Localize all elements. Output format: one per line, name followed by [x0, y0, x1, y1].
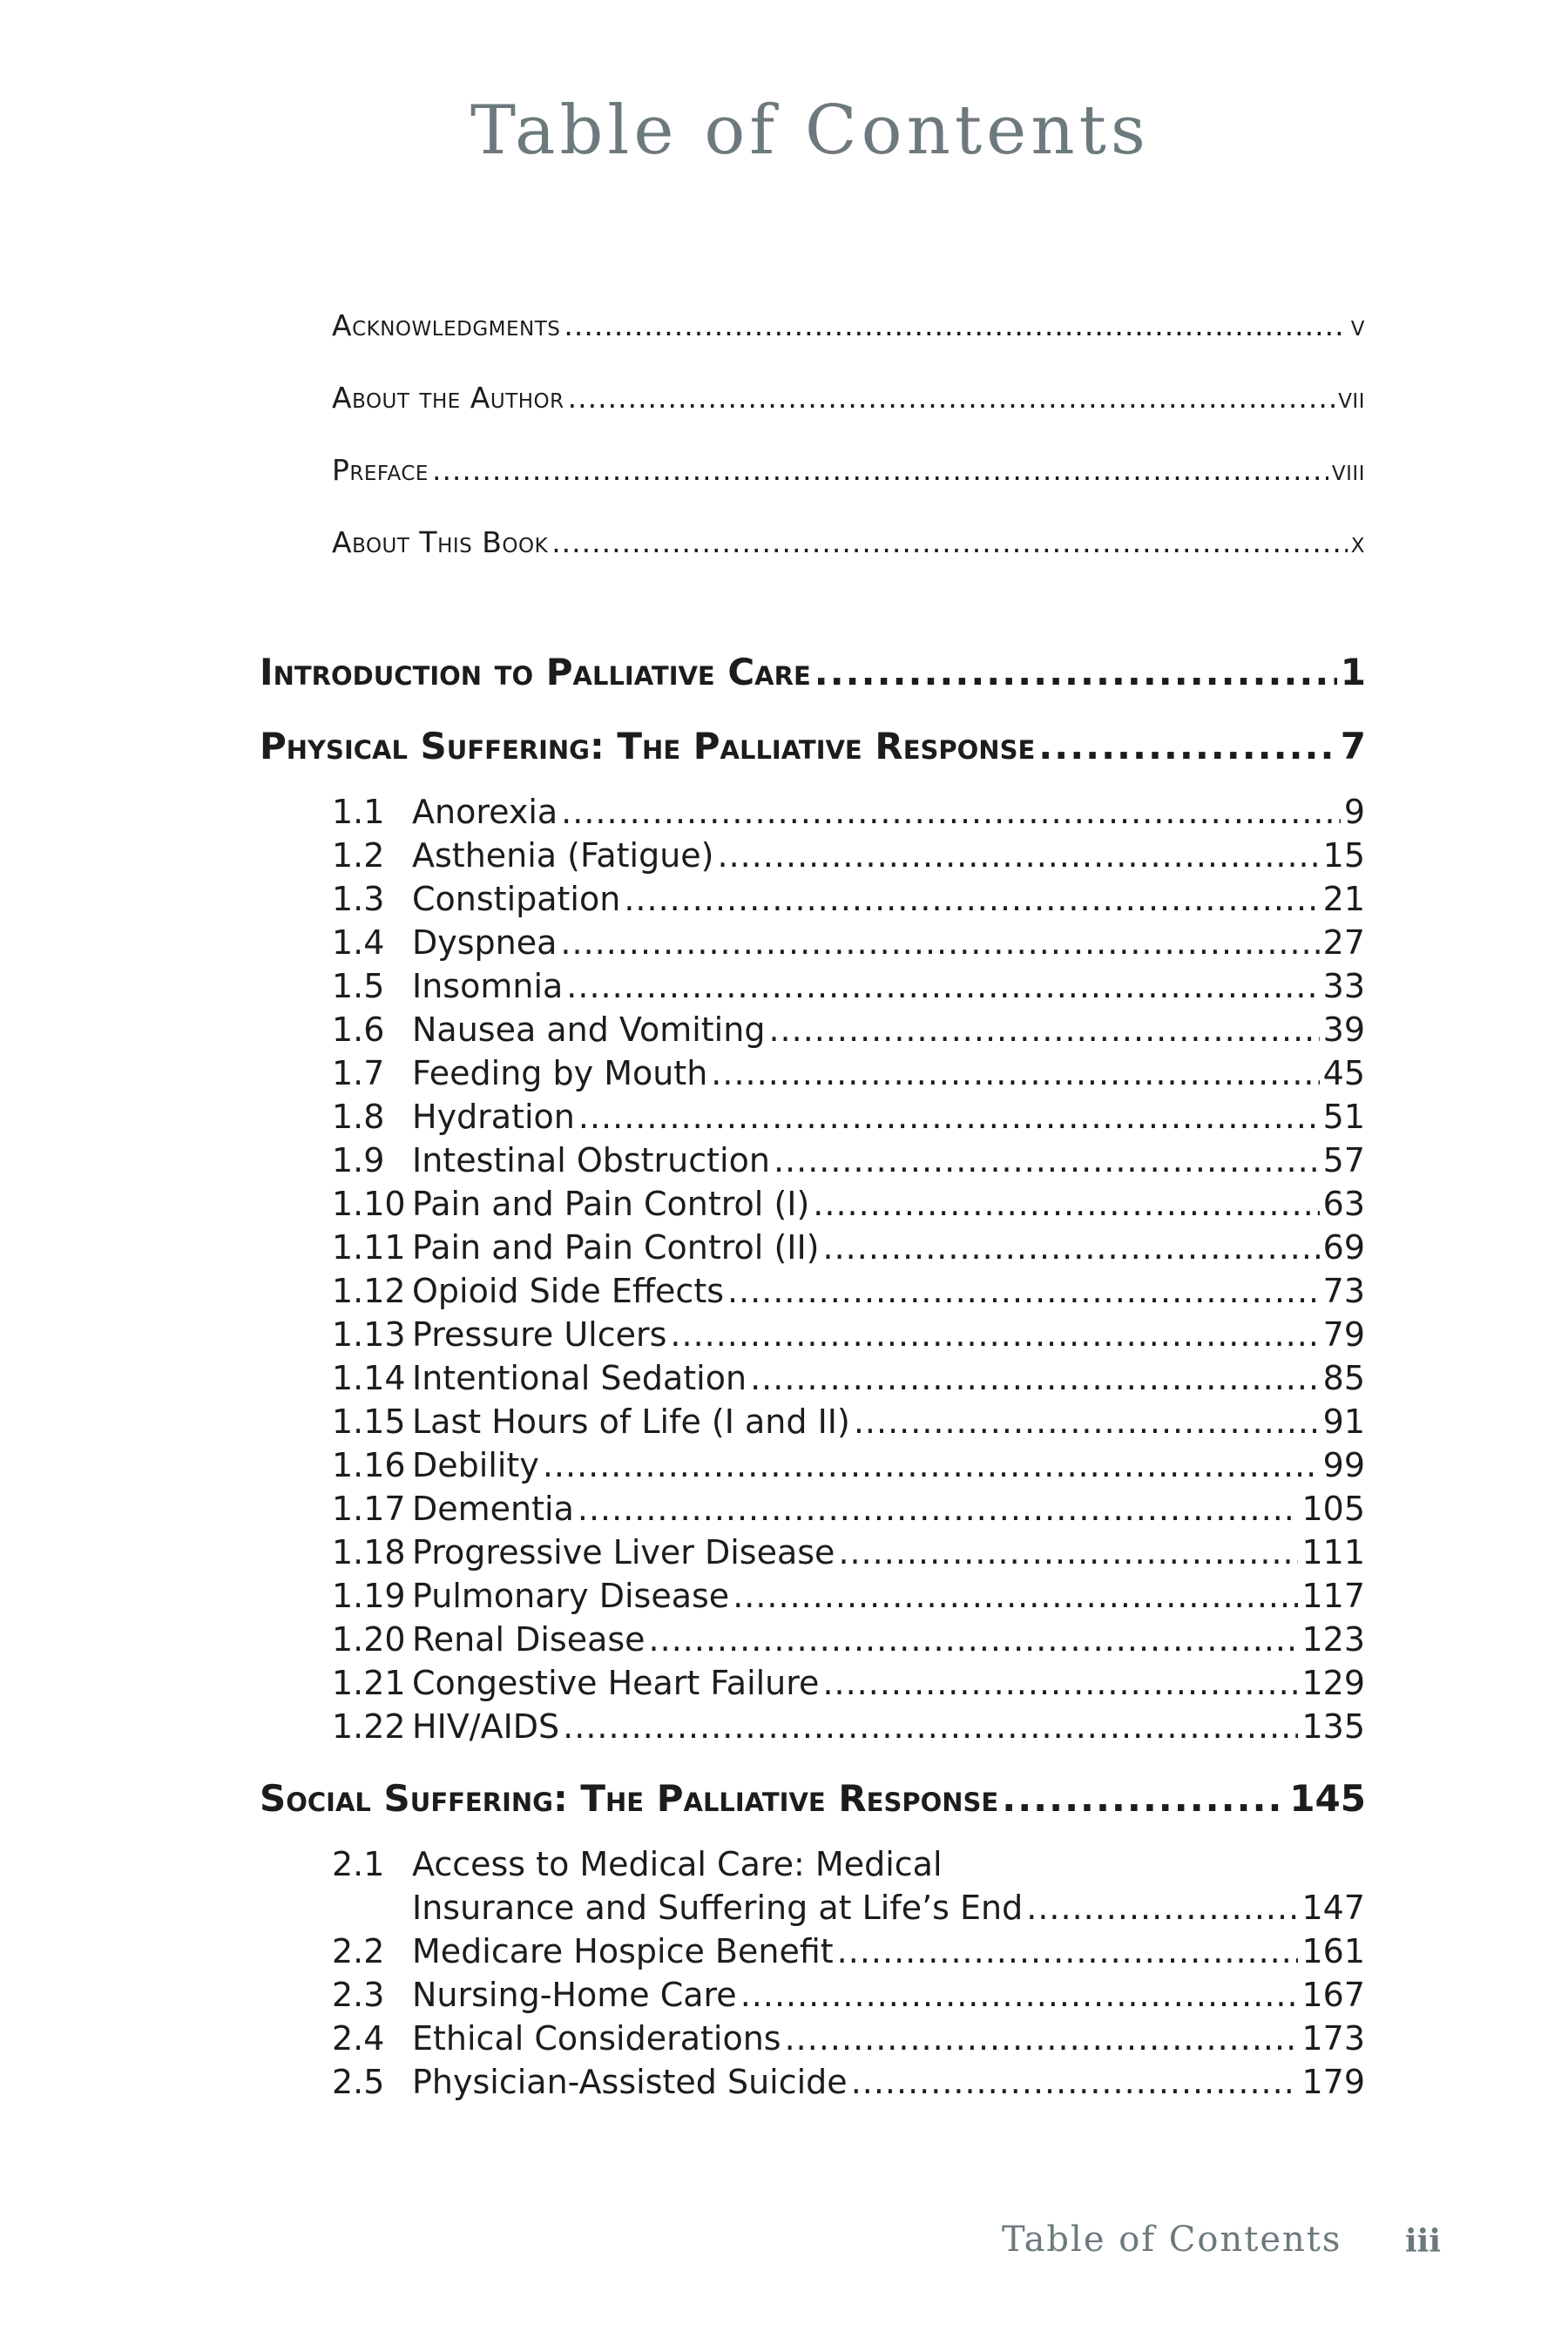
dot-leader — [768, 1010, 1319, 1049]
entry-number: 2.5 — [332, 2063, 385, 2101]
entry-number: 1.14 — [332, 1359, 406, 1397]
dot-leader — [854, 1402, 1320, 1441]
dot-leader — [1026, 1889, 1298, 1927]
entry-label: Access to Medical Care: Medical — [412, 1845, 943, 1883]
toc-entry[interactable] — [332, 1577, 1365, 1615]
entry-label: Ethical Considerations — [412, 2019, 781, 2058]
dot-leader — [823, 1228, 1320, 1267]
entry-label: Anorexia — [412, 793, 558, 831]
entry-label: Renal Disease — [412, 1620, 645, 1659]
entry-label: Preface — [332, 453, 429, 487]
entry-label: Debility — [412, 1446, 539, 1484]
entry-page: 111 — [1301, 1533, 1365, 1571]
entry-label: Acknowledgments — [332, 308, 561, 342]
dot-leader — [740, 1976, 1299, 2014]
entry-number: 1.13 — [332, 1315, 406, 1354]
dot-leader — [838, 1533, 1298, 1571]
entry-page: 123 — [1301, 1620, 1365, 1659]
dot-leader — [432, 453, 1328, 487]
entry-label: Medicare Hospice Benefit — [412, 1932, 834, 1970]
entry-number: 1.21 — [332, 1664, 406, 1702]
toc-entry[interactable] — [332, 1054, 1365, 1092]
part-page: 145 — [1289, 1777, 1366, 1820]
entry-page: 105 — [1301, 1490, 1365, 1528]
toc-entry-acknowledgments[interactable] — [332, 308, 1365, 342]
toc-entry[interactable] — [332, 967, 1365, 1005]
entry-label: Nursing-Home Care — [412, 1976, 737, 2014]
dot-leader — [578, 1098, 1320, 1136]
toc-entry-preface[interactable] — [332, 453, 1365, 487]
entry-page: x — [1350, 525, 1365, 559]
entry-page: 69 — [1322, 1228, 1365, 1267]
toc-entry[interactable] — [332, 1533, 1365, 1571]
entry-label: Asthenia (Fatigue) — [412, 836, 714, 875]
dot-leader — [851, 2063, 1299, 2101]
entry-label: Constipation — [412, 880, 621, 918]
entry-number: 1.7 — [332, 1054, 385, 1092]
entry-page: 21 — [1322, 880, 1365, 918]
entry-page: 147 — [1301, 1889, 1365, 1927]
entry-label: Pain and Pain Control (II) — [412, 1228, 820, 1267]
toc-entry[interactable] — [332, 1185, 1365, 1223]
toc-entry-about-the-author[interactable] — [332, 381, 1365, 415]
entry-page: 91 — [1322, 1402, 1365, 1441]
running-footer-title: Table of Contents — [1002, 2220, 1342, 2260]
entry-page: 73 — [1322, 1272, 1365, 1310]
page-number: iii — [1405, 2223, 1442, 2260]
part-page: 1 — [1340, 651, 1366, 693]
entry-number: 1.16 — [332, 1446, 406, 1484]
entry-page: 27 — [1322, 923, 1365, 962]
dot-leader — [727, 1272, 1320, 1310]
toc-entry[interactable] — [332, 1845, 1365, 1883]
dot-leader — [785, 2019, 1299, 2058]
toc-entry[interactable] — [332, 1446, 1365, 1484]
entry-page: 79 — [1322, 1315, 1365, 1354]
entry-label: About the Author — [332, 381, 564, 415]
dot-leader — [561, 793, 1341, 831]
entry-label: Feeding by Mouth — [412, 1054, 708, 1092]
entry-page: 9 — [1343, 793, 1365, 831]
entry-page: 135 — [1301, 1707, 1365, 1746]
entry-label: Nausea and Vomiting — [412, 1010, 766, 1049]
entry-page: 179 — [1301, 2063, 1365, 2101]
dot-leader — [711, 1054, 1319, 1092]
dot-leader — [814, 651, 1337, 693]
toc-entry[interactable] — [332, 880, 1365, 918]
entry-label: Dementia — [412, 1490, 574, 1528]
entry-number: 1.15 — [332, 1402, 406, 1441]
entry-page: 39 — [1322, 1010, 1365, 1049]
entry-label: Insomnia — [412, 967, 564, 1005]
entry-number: 1.1 — [332, 793, 385, 831]
entry-label: Last Hours of Life (I and II) — [412, 1402, 850, 1441]
dot-leader — [750, 1359, 1320, 1397]
toc-entry[interactable] — [332, 1098, 1365, 1136]
part-page: 7 — [1340, 725, 1366, 767]
entry-page: 167 — [1301, 1976, 1365, 2014]
toc-entry[interactable] — [332, 1707, 1365, 1746]
toc-part-social-suffering[interactable] — [260, 1777, 1366, 1820]
entry-label: Insurance and Suffering at Life’s End — [412, 1889, 1024, 1927]
dot-leader — [649, 1620, 1299, 1659]
entry-label: Pressure Ulcers — [412, 1315, 667, 1354]
entry-number: 1.5 — [332, 967, 385, 1005]
entry-page: 161 — [1301, 1932, 1365, 1970]
toc-entry[interactable] — [332, 1490, 1365, 1528]
entry-number: 1.18 — [332, 1533, 406, 1571]
entry-label: Intestinal Obstruction — [412, 1141, 770, 1179]
toc-entry[interactable] — [332, 836, 1365, 875]
dot-leader — [733, 1577, 1298, 1615]
entry-label: Congestive Heart Failure — [412, 1664, 820, 1702]
dot-leader — [1002, 1777, 1286, 1820]
dot-leader — [543, 1446, 1320, 1484]
toc-entry-continuation[interactable] — [412, 1889, 1365, 1927]
entry-number: 1.9 — [332, 1141, 385, 1179]
entry-number: 2.3 — [332, 1976, 385, 2014]
entry-number: 1.12 — [332, 1272, 406, 1310]
toc-entry-about-this-book[interactable] — [332, 525, 1365, 559]
entry-number: 1.6 — [332, 1010, 385, 1049]
entry-number: 1.4 — [332, 923, 385, 962]
entry-page: 85 — [1322, 1359, 1365, 1397]
toc-entry[interactable] — [332, 1315, 1365, 1354]
toc-entry[interactable] — [332, 1620, 1365, 1659]
part-label: Physical Suffering: The Palliative Response — [260, 725, 1036, 767]
entry-label: Pulmonary Disease — [412, 1577, 730, 1615]
dot-leader — [564, 308, 1347, 342]
toc-entry[interactable] — [332, 1932, 1365, 1970]
entry-number: 1.19 — [332, 1577, 406, 1615]
toc-part-physical-suffering[interactable] — [260, 725, 1366, 767]
entry-page: 99 — [1322, 1446, 1365, 1484]
entry-label: Progressive Liver Disease — [412, 1533, 835, 1571]
dot-leader — [822, 1664, 1298, 1702]
toc-entry[interactable] — [332, 1402, 1365, 1441]
entry-page: vii — [1338, 381, 1365, 415]
toc-entry[interactable] — [332, 1664, 1365, 1702]
entry-label: HIV/AIDS — [412, 1707, 560, 1746]
entry-label: Hydration — [412, 1098, 575, 1136]
entry-label: Opioid Side Effects — [412, 1272, 725, 1310]
entry-label: Dyspnea — [412, 923, 558, 962]
toc-entry[interactable] — [332, 1976, 1365, 2014]
entry-number: 1.3 — [332, 880, 385, 918]
dot-leader — [670, 1315, 1319, 1354]
entry-label: Pain and Pain Control (I) — [412, 1185, 810, 1223]
entry-page: 63 — [1322, 1185, 1365, 1223]
dot-leader — [578, 1490, 1299, 1528]
toc-entry[interactable] — [332, 2019, 1365, 2058]
dot-leader — [566, 967, 1319, 1005]
toc-entry[interactable] — [332, 1010, 1365, 1049]
entry-number: 1.10 — [332, 1185, 406, 1223]
entry-number: 1.11 — [332, 1228, 406, 1267]
toc-entry[interactable] — [332, 923, 1365, 962]
dot-leader — [563, 1707, 1298, 1746]
entry-number: 1.20 — [332, 1620, 406, 1659]
entry-number: 1.2 — [332, 836, 385, 875]
toc-entry[interactable] — [332, 793, 1365, 831]
dot-leader — [568, 381, 1335, 415]
toc-entry[interactable] — [332, 1272, 1365, 1310]
entry-page: 45 — [1322, 1054, 1365, 1092]
part-label: Introduction to Palliative Care — [260, 651, 811, 693]
entry-page: 129 — [1301, 1664, 1365, 1702]
toc-part-introduction[interactable] — [260, 651, 1366, 693]
toc-entry[interactable] — [332, 2063, 1365, 2101]
entry-page: v — [1350, 308, 1365, 342]
dot-leader — [551, 525, 1348, 559]
entry-label: Intentional Sedation — [412, 1359, 747, 1397]
entry-page: 117 — [1301, 1577, 1365, 1615]
toc-entry[interactable] — [332, 1228, 1365, 1267]
entry-label: Physician-Assisted Suicide — [412, 2063, 848, 2101]
entry-number: 1.22 — [332, 1707, 406, 1746]
entry-number: 1.8 — [332, 1098, 385, 1136]
dot-leader — [774, 1141, 1320, 1179]
entry-number: 2.2 — [332, 1932, 385, 1970]
dot-leader — [813, 1185, 1319, 1223]
dot-leader — [1038, 725, 1336, 767]
toc-entry[interactable] — [332, 1359, 1365, 1397]
page-title: Table of Contents — [470, 91, 1150, 170]
entry-number: 1.17 — [332, 1490, 406, 1528]
dot-leader — [624, 880, 1319, 918]
entry-page: 57 — [1322, 1141, 1365, 1179]
dot-leader — [837, 1932, 1299, 1970]
entry-page: 33 — [1322, 967, 1365, 1005]
toc-entry[interactable] — [332, 1141, 1365, 1179]
dot-leader — [718, 836, 1320, 875]
entry-page: 15 — [1322, 836, 1365, 875]
part-label: Social Suffering: The Palliative Response — [260, 1777, 999, 1820]
entry-number: 2.1 — [332, 1845, 385, 1883]
entry-number: 2.4 — [332, 2019, 385, 2058]
dot-leader — [560, 923, 1319, 962]
entry-page: 51 — [1322, 1098, 1365, 1136]
entry-page: viii — [1331, 453, 1365, 487]
entry-page: 173 — [1301, 2019, 1365, 2058]
entry-label: About This Book — [332, 525, 549, 559]
